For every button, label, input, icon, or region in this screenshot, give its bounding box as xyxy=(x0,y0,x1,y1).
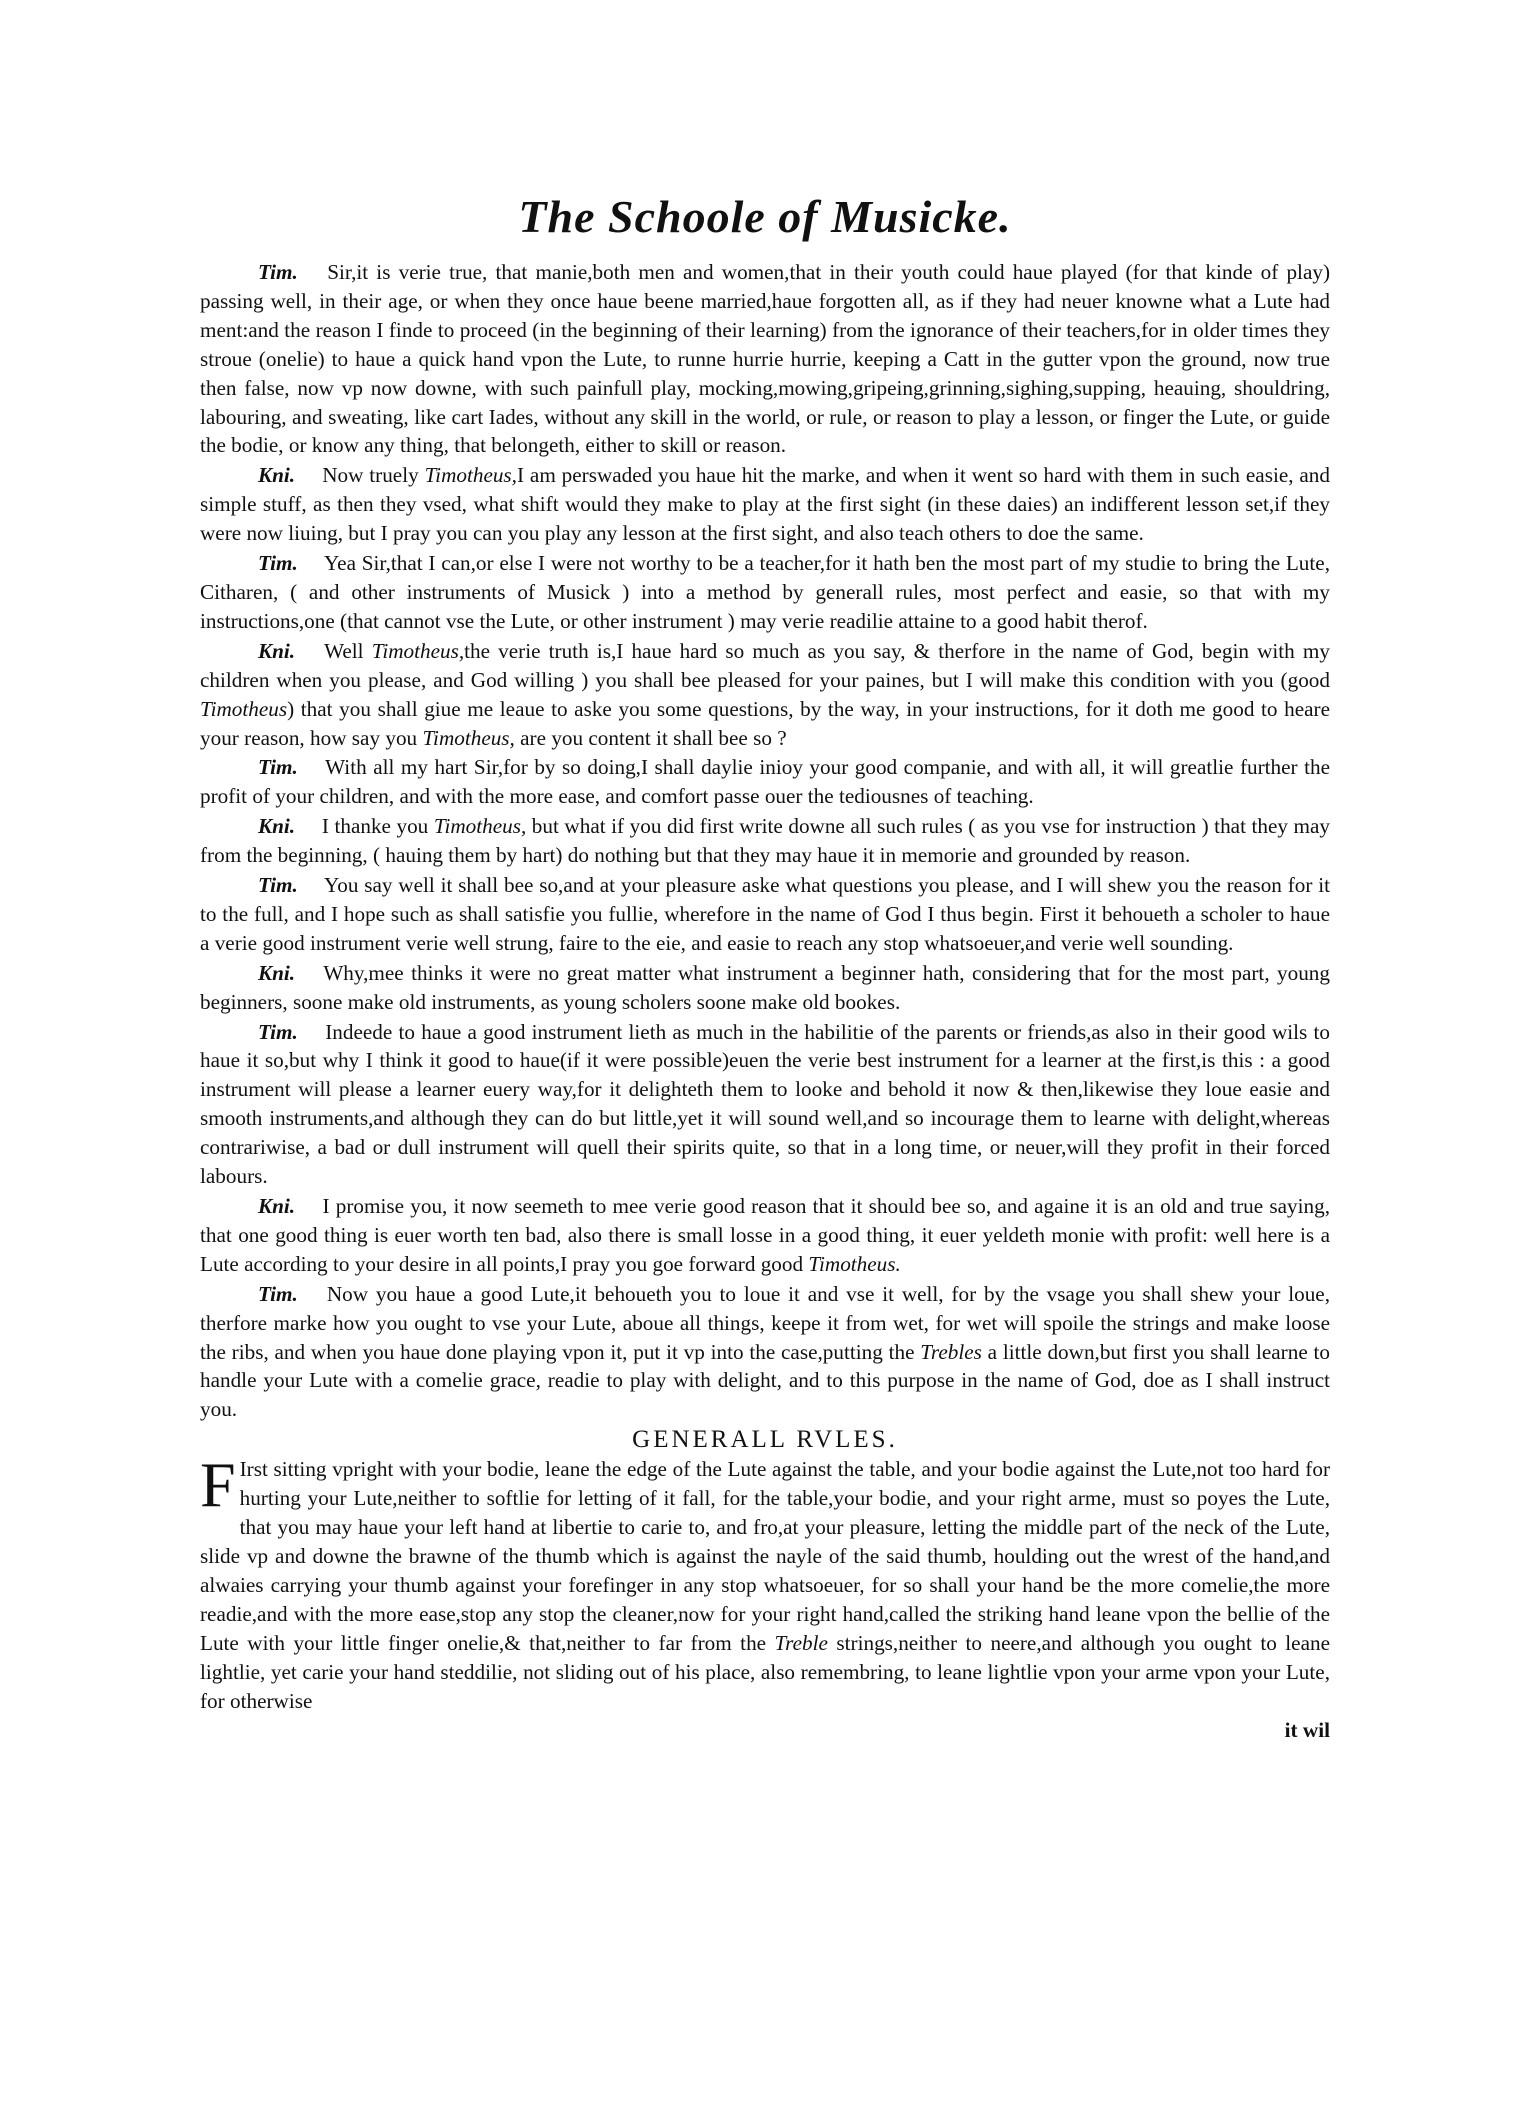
italic-name: Timotheus, xyxy=(422,725,515,750)
dialogue-paragraph xyxy=(200,871,1330,958)
section-heading: GENERALL RVLES. xyxy=(632,1426,898,1454)
speaker-label: Tim. xyxy=(258,260,298,284)
page-title: The Schoole of Musicke. xyxy=(518,191,1012,242)
speaker-label: Kni. xyxy=(258,463,296,488)
italic-name: Timotheus. xyxy=(808,1251,901,1276)
italic-name: Timotheus xyxy=(200,696,288,721)
speaker-label: Tim. xyxy=(258,1281,298,1306)
speaker-label: Tim. xyxy=(258,1019,298,1044)
text-run: I am perswaded you haue hit the marke, and when it went so hard with them in such easie, and simple stuff, as then they vsed, what shift would they make to play at the first sight (in these daies) an indifferent lesson set,if they were now liuing, but I pray you can you play any lesson at the first sight, and also teach others to doe the same. xyxy=(200,463,1330,546)
text-run: You say well it shall bee so,and at your pleasure aske what questions you please, and I will shew you the reason for it to the full, and I hope such as shall satisfie you fullie, wherefore in the name of God I thus begin. First it behoueth a scholer to haue a verie good instrument verie well strung, faire to the eie, and easie to reach any stop whatsoeuer,and verie well sounding. xyxy=(200,873,1330,955)
dialogue-paragraph xyxy=(200,461,1330,548)
drop-capital: F xyxy=(200,1449,236,1521)
text-run: are you content it shall bee so ? xyxy=(514,725,787,750)
speaker-label: Kni. xyxy=(258,638,296,663)
dialogue-paragraph xyxy=(200,1018,1330,1191)
text-run: strings,neither to neere,and although you ought to leane lightlie, yet carie your hand steddilie, not sliding out of his place, also remembring, to leane lightlie vpon your arme vpon your Lute, for otherwise xyxy=(200,1630,1330,1713)
dialogue-paragraph xyxy=(200,637,1330,753)
text-run: ) that you shall giue me leaue to aske you some questions, by the way, in your instructions, for it doth me good to heare your reason, how say you xyxy=(200,696,1330,750)
dialogue-paragraph xyxy=(200,1280,1330,1425)
text-run: Indeede to haue a good instrument lieth as much in the habilitie of the parents or friends,as also in their good wils to haue it so,but why I think it good to haue(if it were possible)euen the verie best instrument for a learner at the first,is this : a good instrument will please a learner euery way,for it delighteth them to looke and behold it now & then,likewise they loue easie and smooth instruments,and although they can do but little,yet it will sound well,and so incourage them to learne with delight,whereas contrariwise, a bad or dull instrument will quell their spirits quite, so that in a long time, or neuer,will they profit in their forced labours. xyxy=(200,1019,1330,1189)
rules-paragraph xyxy=(200,1449,1330,1715)
speaker-label: Kni. xyxy=(258,960,296,985)
text-run: Now you haue a good Lute,it behoueth you to loue it and vse it well, for by the vsage you shall shew your loue, therfore marke how you ought to vse your Lute, aboue all things, keepe it from wet, for wet will spoile the strings and make loose the ribs, and when you haue done playing vpon it, put it vp into the case,putting the xyxy=(200,1281,1330,1364)
italic-name: Timotheus, xyxy=(371,638,465,663)
catchword: it wil xyxy=(1284,1718,1330,1743)
text-run: I thanke you xyxy=(321,814,434,839)
speaker-label: Kni. xyxy=(258,1194,296,1218)
page-body xyxy=(200,258,1330,1745)
italic-name: Trebles xyxy=(920,1339,982,1364)
text-run: a little down,but first you shall learne to handle your Lute with a comelie grace, readie to play with delight, and to this purpose in the name of God, doe as I shall instruct you. xyxy=(200,1339,1330,1422)
text-run: Yea Sir,that I can,or else I were not worthy to be a teacher,for it hath ben the most part of my studie to bring the Lute, Citharen, ( and other instruments of Musick ) into a method by generall rules, most perfect and easie, so that with my instructions,one (that cannot vse the Lute, or other instrument ) may verie readilie attaine to a good habit therof. xyxy=(200,551,1330,633)
dialogue-paragraph xyxy=(200,258,1330,460)
dialogue-paragraph xyxy=(200,753,1330,811)
dialogue-paragraph xyxy=(200,959,1330,1017)
text-run: Irst sitting vpright with your bodie, leane the edge of the Lute against the table, and your bodie against the Lute,not too hard for hurting your Lute,neither to softlie for letting of it fall, for the table,your bodie, and your right arme, must so poyes the Lute, that you may haue your left hand at libertie to carie to, and fro,at your pleasure, letting the middle part of the neck of the Lute, slide vp and downe the brawne of the thumb which is against the nayle of the said thumb, houlding out the wrest of the hand,and alwaies carrying your thumb against your forefinger in any stop whatsoeuer, for so shall your hand be the more comelie,the more readie,and with the more ease,stop any stop the cleaner,now for your right hand,called the striking hand leane vpon the bellie of the Lute with your little finger onelie,& that,neither to far from the xyxy=(200,1457,1330,1655)
speaker-label: Tim. xyxy=(258,755,298,780)
dialogue-paragraph xyxy=(200,812,1330,870)
italic-name: Treble xyxy=(774,1630,828,1655)
text-run: the verie truth is,I haue hard so much as you say, & therfore in the name of God, begin with my children when you please, and God willing ) you shall bee pleased for your paines, but I will make this condition with you (good xyxy=(200,638,1330,692)
dialogue-paragraph xyxy=(200,549,1330,636)
italic-name: Timotheus, xyxy=(433,814,527,839)
text-run: Sir,it is verie true, that manie,both men and women,that in their youth could haue played (for that kinde of play) passing well, in their age, or when they once haue beene married,haue forgotten all, as if they had neuer knowne what a Lute had ment:and the reason I finde to proceed (in the beginning of their learning) from the ignorance of their teachers,for in older times they stroue (onelie) to haue a quick hand vpon the Lute, to runne hurrie hurrie, keeping a Catt in the gutter vpon the ground, now true then false, now vp now downe, with such painfull play, mocking,mowing,gripeing,grinning,sighing,supping, heauing, shouldring, labouring, and sweating, like cart Iades, without any skill in the world, or rule, or reason to play a lesson, or finger the Lute, or guide the bodie, or know any thing, that belongeth, either to skill or reason. xyxy=(200,260,1330,458)
text-run: With all my hart Sir,for by so doing,I shall daylie inioy your good companie, and with all, it will greatlie further the profit of your children, and with the more ease, and comfort passe ouer the tediousnes of teaching. xyxy=(200,755,1330,809)
italic-name: Timotheus, xyxy=(424,463,517,488)
dialogue-paragraph xyxy=(200,1192,1330,1279)
speaker-label: Kni. xyxy=(258,814,296,839)
text-run: Why,mee thinks it were no great matter what instrument a beginner hath, considering that for the most part, young beginners, soone make old instruments, as young scholers soone make old bookes. xyxy=(200,960,1330,1014)
dialogue-section xyxy=(200,258,1330,1424)
text-run: but what if you did first write downe all such rules ( as you vse for instruction ) that they may from the beginning, ( hauing them by hart) do nothing but that they may haue it in memorie and grounded by reason. xyxy=(200,814,1331,868)
text-run: Now truely xyxy=(322,463,425,488)
speaker-label: Tim. xyxy=(258,551,298,576)
speaker-label: Tim. xyxy=(258,873,298,898)
text-run: Well xyxy=(324,638,372,663)
text-run: I promise you, it now seemeth to mee verie good reason that it should bee so, and againe it is an old and true saying, that one good thing is euer worth ten bad, also there is small losse in a good thing, it euer yeldeth monie with profit: well here is a Lute according to your desire in all points,I pray you goe forward good xyxy=(200,1194,1331,1276)
